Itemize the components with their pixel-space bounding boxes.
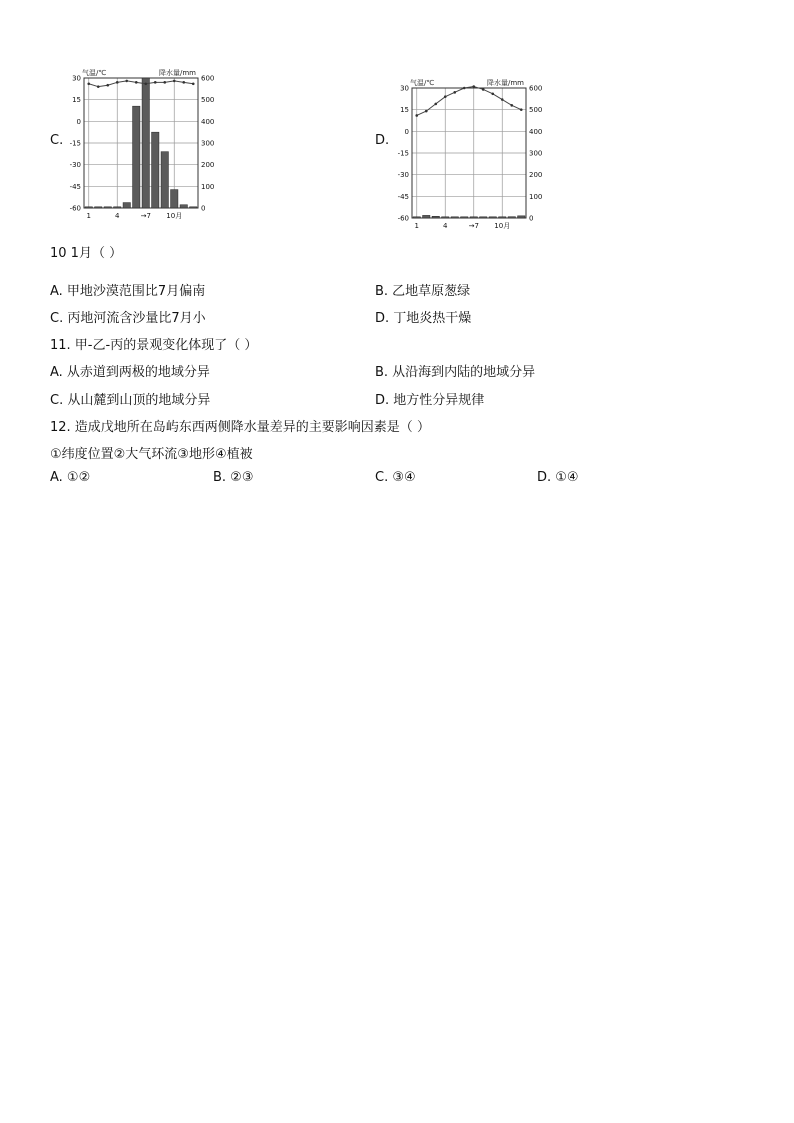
chart-c-right-tick-label: 600 <box>201 74 215 83</box>
chart-d-x-tick-label: 1 <box>414 222 419 230</box>
chart-d-precip-bar <box>432 216 439 218</box>
chart-d-right-axis-title: 降水量/mm <box>487 79 524 87</box>
chart-c-precip-bar <box>152 132 159 208</box>
chart-c-left-tick-label: -60 <box>69 204 81 213</box>
chart-d-precip-bar <box>499 217 506 218</box>
chart-c-right-tick-label: 400 <box>201 117 215 126</box>
chart-d-left-tick-label: -60 <box>397 214 409 223</box>
chart-d-right-tick-label: 300 <box>529 149 543 158</box>
chart-d-temperature-point <box>453 91 456 94</box>
q10-stem: 10 1月（ ） <box>50 246 123 261</box>
chart-d-temperature-point <box>472 85 475 88</box>
chart-c-left-tick-label: -45 <box>69 182 81 191</box>
option-c-label: C. <box>50 133 64 148</box>
chart-d-temperature-point <box>482 88 485 91</box>
climate-chart-d-svg <box>390 76 550 232</box>
q12-option-b[interactable]: B. ②③ <box>213 470 254 485</box>
q12-factors: ①纬度位置②大气环流③地形④植被 <box>50 447 253 462</box>
q10-option-a[interactable]: A. 甲地沙漠范围比7月偏南 <box>50 284 206 299</box>
chart-c-precip-bar <box>133 106 140 208</box>
chart-c-precip-bar <box>190 207 197 208</box>
q11-option-b[interactable]: B. 从沿海到内陆的地域分异 <box>375 365 536 380</box>
chart-c-precip-bar <box>161 152 168 208</box>
chart-d-temperature-point <box>491 92 494 95</box>
chart-d-left-tick-label: 30 <box>400 84 409 93</box>
q10-option-b[interactable]: B. 乙地草原葱绿 <box>375 284 471 299</box>
chart-d-left-tick-label: 0 <box>404 127 409 136</box>
chart-c-temperature-point <box>125 80 128 83</box>
chart-c-temperature-point <box>144 82 147 85</box>
chart-d-temperature-line <box>417 87 522 116</box>
climate-chart-c <box>62 66 222 222</box>
chart-c-temperature-point <box>192 82 195 85</box>
chart-d-left-tick-label: 15 <box>400 106 409 115</box>
chart-d-temperature-point <box>444 95 447 98</box>
q10-option-d[interactable]: D. 丁地炎热干燥 <box>375 311 472 326</box>
chart-c-precip-bar <box>123 203 130 208</box>
chart-d-precip-bar <box>461 217 468 218</box>
chart-d-left-tick-label: -15 <box>397 149 409 158</box>
chart-d-right-tick-label: 100 <box>529 192 543 201</box>
chart-c-right-axis-title: 降水量/mm <box>159 69 196 77</box>
chart-c-precip-bar <box>180 205 187 208</box>
chart-d-left-tick-label: -45 <box>397 192 409 201</box>
chart-c-left-tick-label: 30 <box>72 74 81 83</box>
q11-option-d[interactable]: D. 地方性分异规律 <box>375 393 485 408</box>
chart-c-right-tick-label: 100 <box>201 182 215 191</box>
chart-d-x-tick-label: 10月 <box>494 222 511 230</box>
chart-c-right-tick-label: 300 <box>201 139 215 148</box>
chart-d-temperature-point <box>463 87 466 90</box>
chart-c-right-tick-label: 0 <box>201 204 206 213</box>
chart-c-precip-bar <box>142 78 149 208</box>
chart-c-x-tick-label: 1 <box>86 212 91 220</box>
chart-c-left-tick-label: 0 <box>76 117 81 126</box>
q11-option-a[interactable]: A. 从赤道到两极的地域分异 <box>50 365 210 380</box>
chart-d-right-tick-label: 200 <box>529 171 543 180</box>
chart-d-x-tick-label: 4 <box>443 222 448 230</box>
chart-c-precip-bar <box>95 207 102 208</box>
option-d-label: D. <box>375 133 390 148</box>
chart-d-temperature-point <box>520 108 523 111</box>
chart-d-precip-bar <box>480 217 487 218</box>
chart-c-x-tick-label: 10月 <box>166 212 183 220</box>
chart-c-x-tick-label: →7 <box>140 212 151 220</box>
chart-d-temperature-point <box>501 98 504 101</box>
chart-c-temperature-line <box>89 81 194 87</box>
chart-c-left-tick-label: 15 <box>72 96 81 105</box>
chart-d-temperature-point <box>510 104 513 107</box>
chart-d-precip-bar <box>423 215 430 218</box>
chart-d-precip-bar <box>489 217 496 218</box>
chart-c-precip-bar <box>171 190 178 208</box>
chart-d-temperature-point <box>425 110 428 113</box>
q12-option-d[interactable]: D. ①④ <box>537 470 579 485</box>
chart-c-temperature-point <box>106 84 109 87</box>
chart-d-precip-bar <box>518 216 525 218</box>
chart-c-precip-bar <box>85 207 92 208</box>
chart-c-left-tick-label: -30 <box>69 161 81 170</box>
chart-d-x-tick-label: →7 <box>468 222 479 230</box>
chart-d-temperature-point <box>415 114 418 117</box>
chart-d-precip-bar <box>508 217 515 218</box>
chart-c-left-axis-title: 气温/℃ <box>82 69 107 77</box>
chart-d-left-tick-label: -30 <box>397 171 409 180</box>
climate-chart-c-svg <box>62 66 222 222</box>
chart-c-left-tick-label: -15 <box>69 139 81 148</box>
q12-stem: 12. 造成戊地所在岛屿东西两侧降水量差异的主要影响因素是（ ） <box>50 420 430 435</box>
chart-d-precip-bar <box>442 217 449 218</box>
chart-c-right-tick-label: 200 <box>201 161 215 170</box>
chart-d-right-tick-label: 600 <box>529 84 543 93</box>
q12-option-a[interactable]: A. ①② <box>50 470 91 485</box>
q10-option-c[interactable]: C. 丙地河流含沙量比7月小 <box>50 311 206 326</box>
chart-c-x-tick-label: 4 <box>115 212 120 220</box>
chart-c-temperature-point <box>97 85 100 88</box>
chart-d-temperature-point <box>434 103 437 106</box>
chart-d-right-tick-label: 0 <box>529 214 534 223</box>
chart-c-temperature-point <box>135 81 138 84</box>
chart-d-left-axis-title: 气温/℃ <box>410 79 435 87</box>
chart-d-right-tick-label: 500 <box>529 106 543 115</box>
chart-c-temperature-point <box>154 81 157 84</box>
chart-c-precip-bar <box>114 207 121 208</box>
chart-c-temperature-point <box>182 81 185 84</box>
q11-stem: 11. 甲-乙-丙的景观变化体现了（ ） <box>50 338 258 353</box>
chart-c-right-tick-label: 500 <box>201 96 215 105</box>
chart-c-temperature-point <box>87 82 90 85</box>
chart-d-precip-bar <box>413 217 420 218</box>
chart-c-precip-bar <box>104 207 111 208</box>
q12-option-c[interactable]: C. ③④ <box>375 470 416 485</box>
climate-chart-d <box>390 76 550 232</box>
chart-c-temperature-point <box>116 81 119 84</box>
chart-d-precip-bar <box>451 217 458 218</box>
chart-d-right-tick-label: 400 <box>529 127 543 136</box>
chart-c-temperature-point <box>163 81 166 84</box>
chart-c-temperature-point <box>173 80 176 83</box>
chart-d-precip-bar <box>470 217 477 218</box>
q11-option-c[interactable]: C. 从山麓到山顶的地域分异 <box>50 393 211 408</box>
